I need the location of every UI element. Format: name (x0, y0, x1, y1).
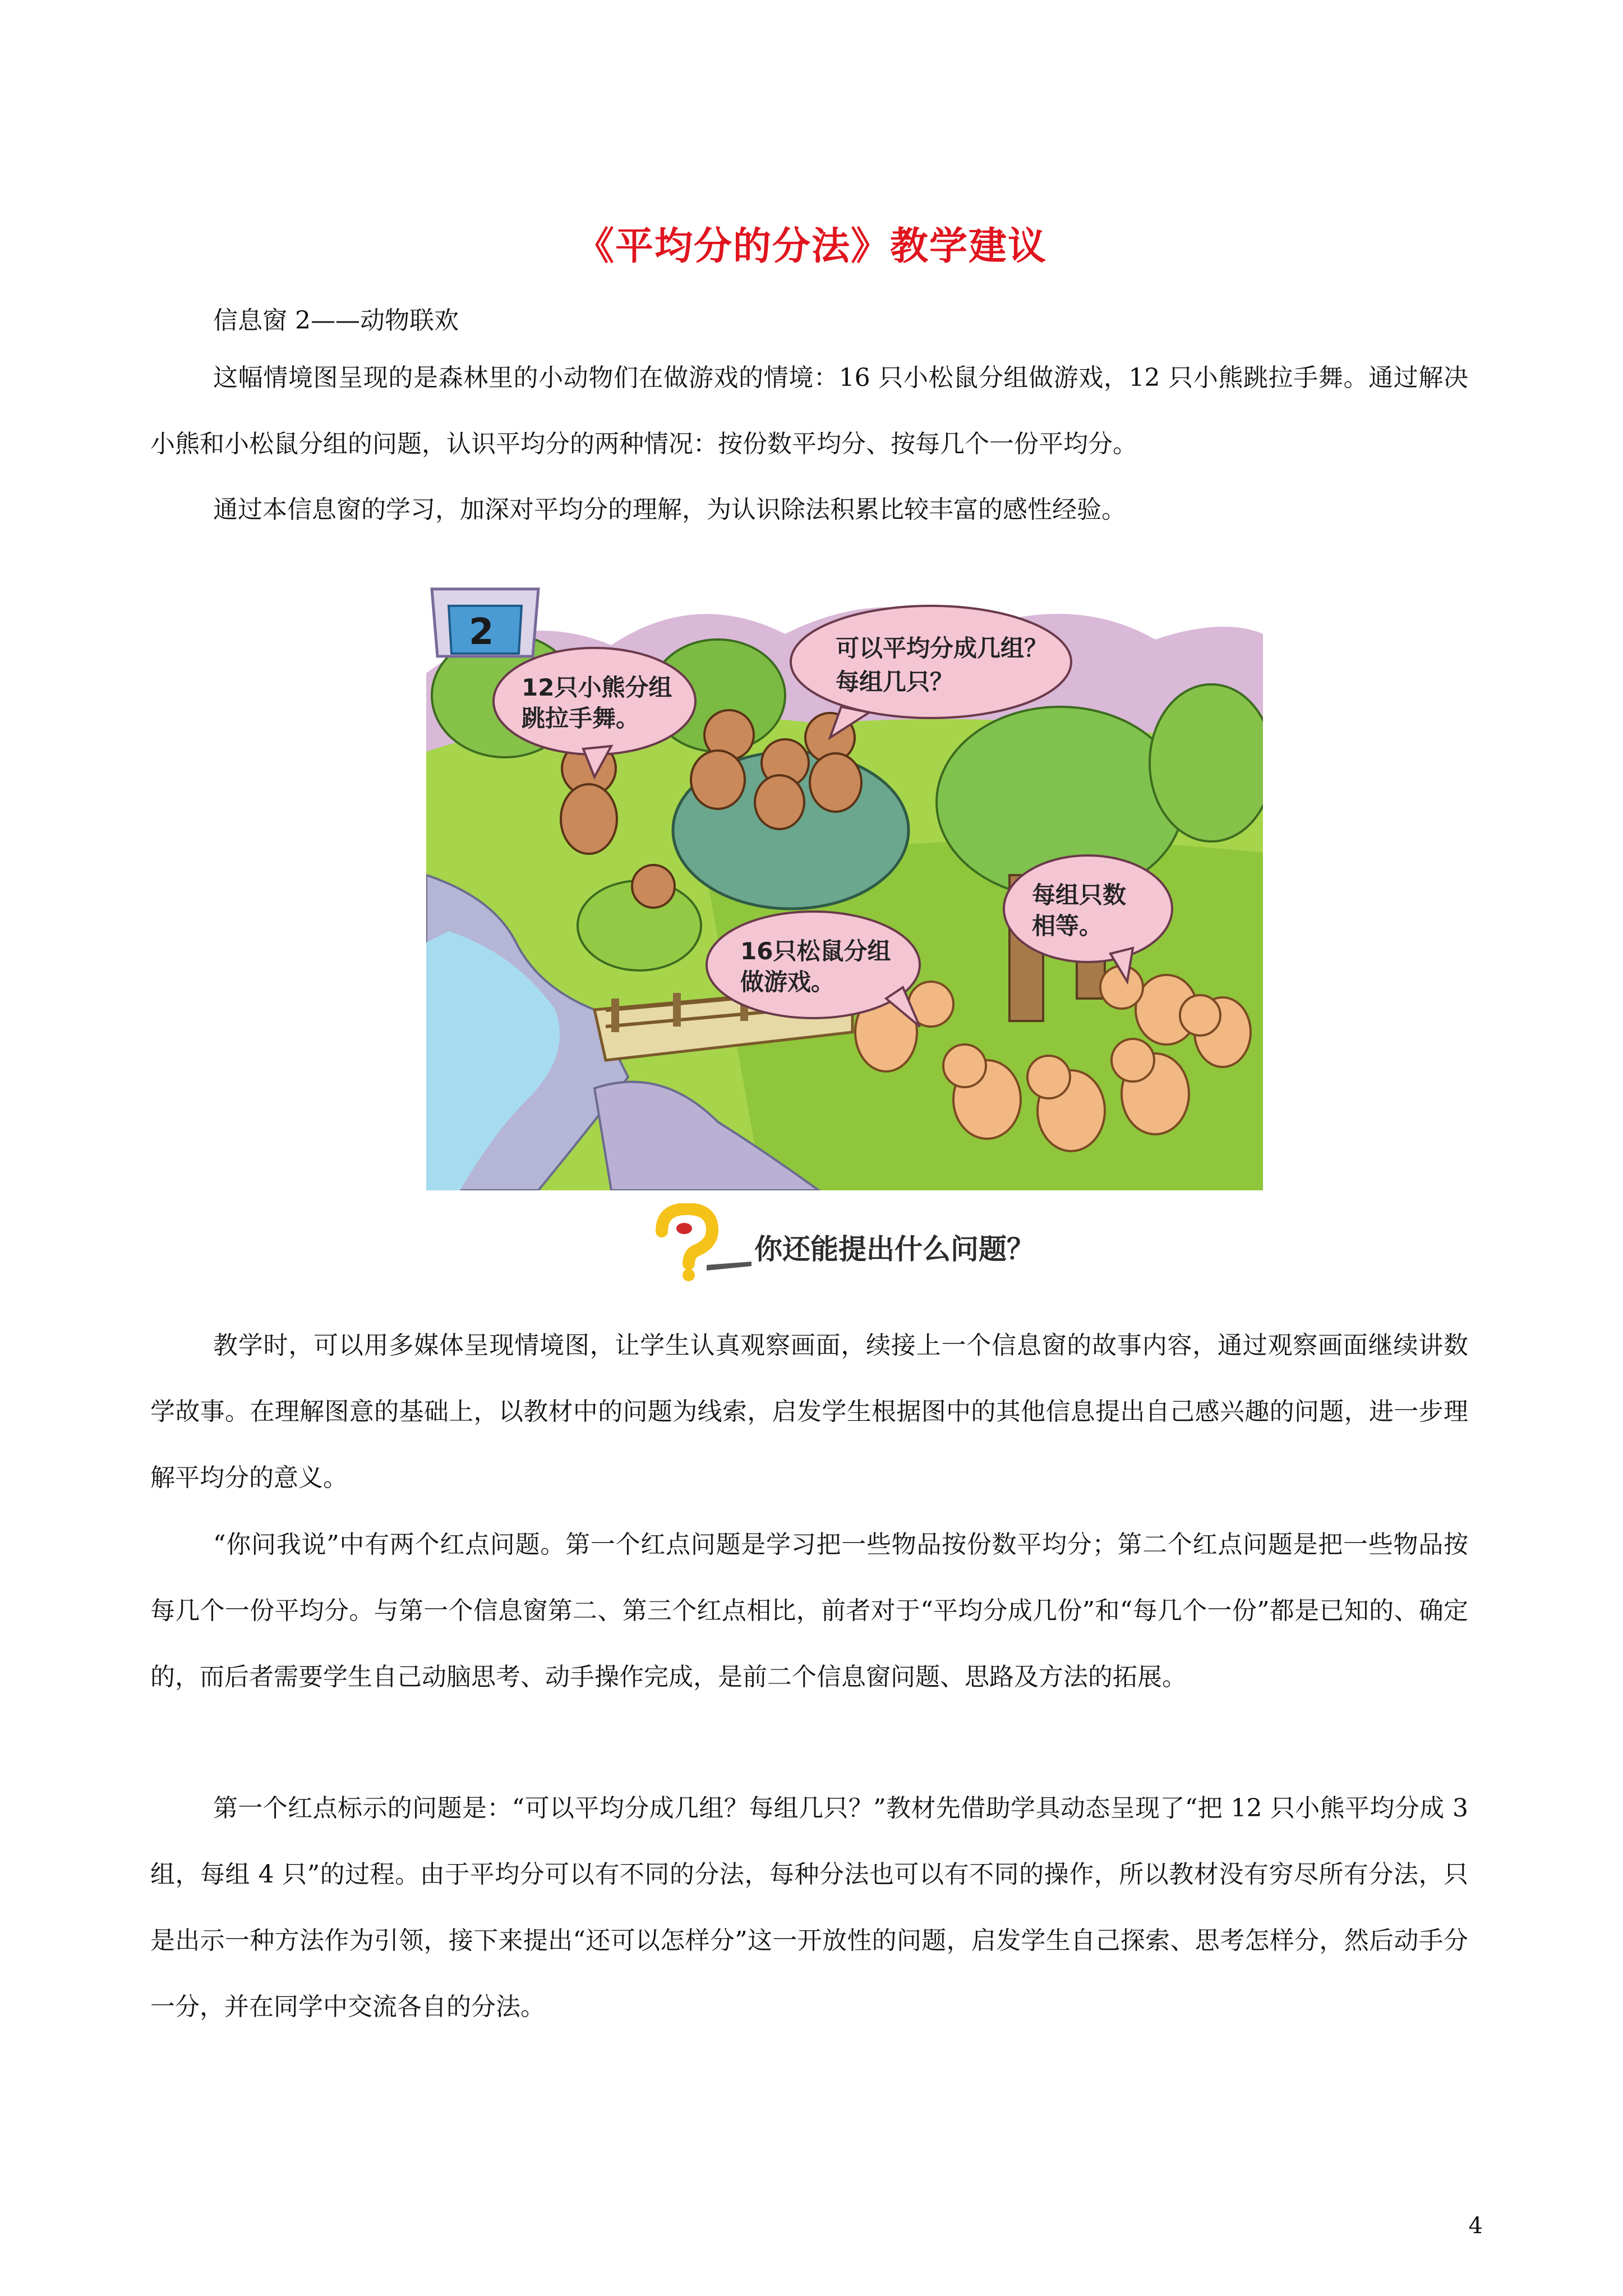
page-number: 4 (1468, 2213, 1483, 2239)
question-mark-icon (645, 1203, 751, 1282)
bubble-question-line2: 每组几只？ (836, 668, 954, 696)
question-prompt (645, 1203, 1150, 1282)
paragraph-intro: 这幅情境图呈现的是森林里的小动物们在做游戏的情境：16 只小松鼠分组做游戏，12 只小熊跳拉手舞。通过解决小熊和小松鼠分组的问题，认识平均分的两种情况：按份数平均分、按每几个一份平均分。 (150, 364, 1468, 458)
question-prompt-text: 你还能提出什么问题？ (754, 1233, 1035, 1266)
paragraph-red-dots: “你问我说”中有两个红点问题。第一个红点问题是学习把一些物品按份数平均分；第二个红点问题是把一些物品按每几个一份平均分。与第一个信息窗第二、第三个红点相比，前者对于“平均分成几份”和“每几个一份”都是已知的、确定的，而后者需要学生自己动脑思考、动手操作完成，是前二个信息窗问题、思路及方法的拓展。 (150, 1530, 1468, 1691)
bubble-squirrels-line2: 做游戏。 (740, 968, 835, 996)
forest-scene (426, 583, 1263, 1190)
paragraph-first-question: 第一个红点标示的问题是：“可以平均分成几组？每组几只？”教材先借助学具动态呈现了“把 12 只小熊平均分成 3 组，每组 4 只”的过程。由于平均分可以有不同的分法，每种分法也可以有不同的操作，所以教材没有穷尽所有分法，只是出示一种方法作为引领，接下来提出“还可以怎样分”这一开放性的问题，启发学生自己探索、思考怎样分，然后动手分一分，并在同学中交流各自的分法。 (150, 1794, 1468, 2021)
bubble-squirrels-line1: 16只松鼠分组 (740, 937, 891, 965)
bubble-equal-line2: 相等。 (1032, 912, 1103, 940)
scene-illustration (426, 583, 1263, 1190)
section-heading: 信息窗 2——动物联欢 (213, 306, 459, 335)
bubble-question-line1: 可以平均分成几组？ (836, 634, 1048, 662)
paragraph-teaching: 教学时，可以用多媒体呈现情境图，让学生认真观察画面，续接上一个信息窗的故事内容，通过观察画面继续讲数学故事。在理解图意的基础上，以教材中的问题为线索，启发学生根据图中的其他信息提出自己感兴趣的问题，进一步理解平均分的意义。 (150, 1331, 1468, 1492)
bubble-bears-line1: 12只小熊分组 (522, 674, 672, 701)
badge-number: 2 (469, 611, 494, 653)
document-title: 《平均分的分法》教学建议 (575, 224, 1047, 269)
window-badge (432, 589, 538, 656)
bubble-bears-line2: 跳拉手舞。 (522, 705, 640, 732)
tree-far-right (1150, 684, 1263, 841)
paragraph-goal: 通过本信息窗的学习，加深对平均分的理解，为认识除法积累比较丰富的感性经验。 (213, 495, 1126, 524)
bubble-equal-line1: 每组只数 (1032, 881, 1127, 909)
